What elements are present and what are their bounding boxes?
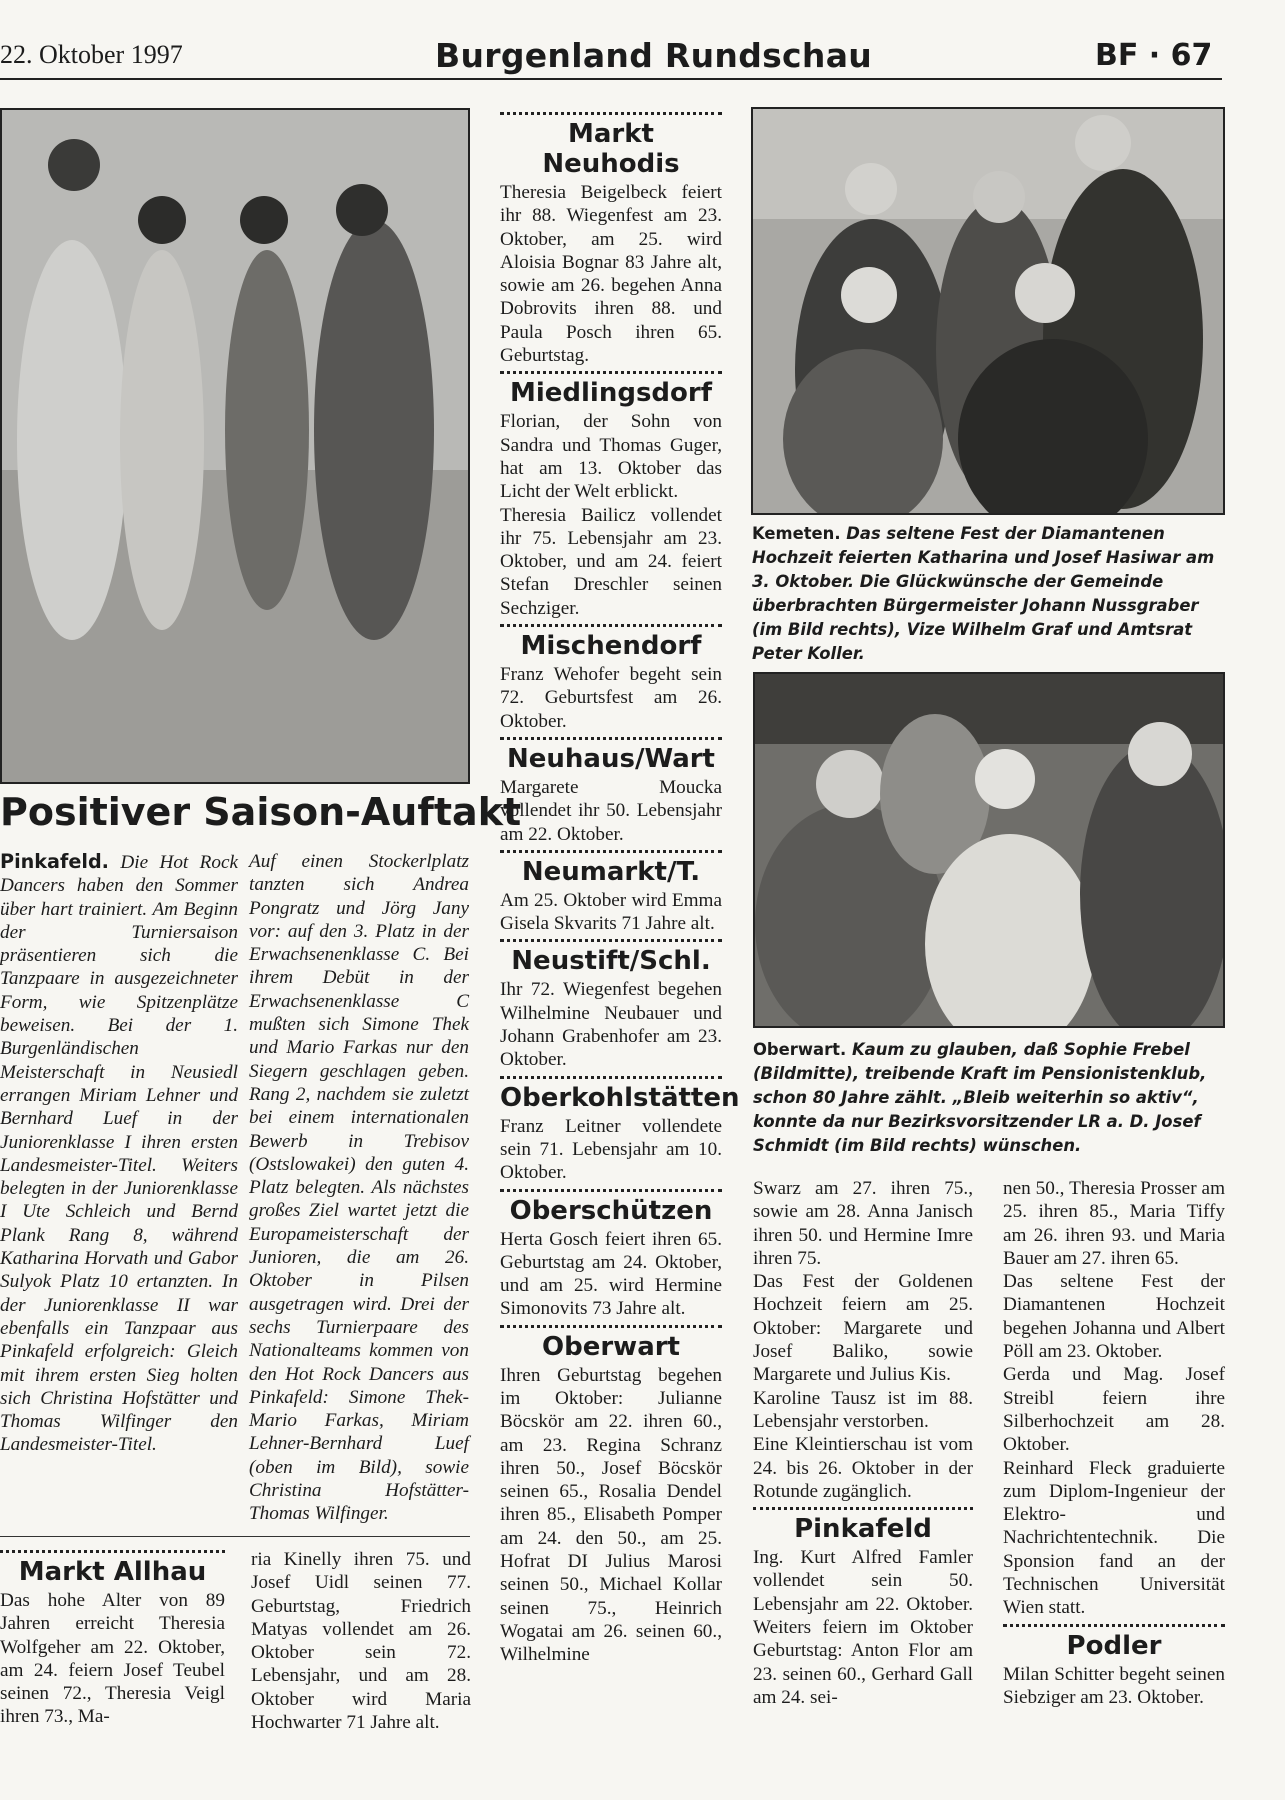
article-headline: Positiver Saison-Auftakt [0,790,522,834]
section-text: Theresia Beigelbeck feiert ihr 88. Wiegenfest am 23. Oktober, am 25. wird Aloisia Bognar 83 Jahre alt, sowie am 26. begehen Anna Dobrovits ihren 88. und Paula Posch ihren 65. Geburtstag. [500,182,722,367]
caption-place: Oberwart. [753,1040,847,1059]
newspaper-title: Burgenland Rundschau [435,36,873,75]
pinkafeld-text: Ing. Kurt Alfred Famler vollendet sein 50. Lebensjahr am 22. Oktober. Weiters feiern im Oktober Geburtstag: Anton Flor am 23. seinen 60., Gerhard Gall am 24. sei- [753,1547,973,1708]
oberwart-photo [753,672,1225,1028]
section-heading: Oberwart [542,1331,680,1362]
section-heading: Neumarkt/T. [521,856,701,887]
right-column-2 [1003,1177,1225,1709]
section-heading: Neuhaus/Wart [507,743,715,774]
section-separator [500,1325,722,1328]
col3-text: Das Fest der Goldenen Hochzeit feiern am 25. Oktober: Margarete und Josef Baliko, sowie Margarete und Julius Kis. [753,1271,973,1386]
kemeten-photo [751,107,1225,515]
col4-text: nen 50., Theresia Prosser am 25. ihren 85., Maria Tiffy am 26. ihren 93. und Maria Bauer am 27. ihren 65. [1003,1178,1225,1269]
middle-column [500,108,740,1667]
section-separator [1003,1624,1225,1627]
section-text: Margarete Moucka vollendet ihr 50. Lebensjahr am 22. Oktober. [500,776,722,845]
section-separator [500,737,722,740]
article-column-2 [249,850,469,1526]
section-heading: Miedlingsdorf [509,378,713,409]
dancers-photo [0,108,470,784]
caption-text: Kaum zu glauben, daß Sophie Frebel (Bildmitte), treibende Kraft im Pensionistenklub, schon 80 Jahre zählt. „Bleib weiterhin so aktiv“, konnte da nur Bezirksvorsitzender LR a. D. Josef Schmidt (im Bild rechts) wünschen. [753,1040,1207,1155]
section-text: Ihr 72. Wiegenfest begehen Wilhelmine Neubauer und Johann Grabenhofer am 23. Oktober. [500,979,722,1071]
col3-text: Eine Kleintierschau ist vom 24. bis 26. Oktober in der Rotunde zugänglich. [753,1434,973,1502]
section-separator [753,1507,973,1510]
section-text: Theresia Bailicz vollendet ihr 75. Lebensjahr am 23. Oktober, und am 24. feiert Stefan Dreschler seinen Sechziger. [500,504,722,619]
caption-text: Das seltene Fest der Diamantenen Hochzeit feierten Katharina und Josef Hasiwar am 3. Oktober. Die Glückwünsche der Gemeinde überbrachten Bürgermeister Johann Nussgraber (im Bild rechts), Vize Wilhelm Graf und Amtsrat Peter Koller. [752,524,1215,663]
section-separator [500,624,722,627]
section-heading: Mischendorf [520,631,702,662]
section-heading: Oberkohlstätten [500,1082,740,1113]
section-text: Herta Gosch feiert ihren 65. Geburtstag am 24. Oktober, und am 25. wird Hermine Simonovits 73 Jahre alt. [500,1228,722,1320]
right-column-1 [753,1177,973,1709]
article-divider [0,1536,470,1537]
col3-text: Karoline Tausz ist im 88. Lebensjahr verstorben. [753,1387,973,1432]
section-heading: Oberschützen [509,1195,713,1226]
allhau-column-2 [251,1548,471,1734]
podler-text: Milan Schitter begeht seinen Siebziger am 23. Oktober. [1003,1663,1225,1708]
allhau-text-2: ria Kinelly ihren 75. und Josef Uidl seinen 77. Geburtstag, Friedrich Matyas vollendet am 26. Oktober sein 72. Lebensjahr, und am 28. Oktober wird Maria Hochwarter 71 Jahre alt. [251,1549,471,1734]
col4-text: Das seltene Fest der Diamantenen Hochzeit begehen Johanna und Albert Pöll am 23. Oktober. [1003,1271,1225,1363]
section-heading: Markt Neuhodis [542,119,680,179]
section-text: Ihren Geburtstag begehen im Oktober: Julianne Böcskör am 22. ihren 60., am 23. Regina Schranz ihren 50., Josef Böcskör seinen 65., Rosalia Dendel ihren 85., Elisabeth Pomper am 24. den 50., am 25. Hofrat DI Julius Marosi seinen 50., Michael Kollar seinen 75., Heinrich Wogatai am 26. seinen 60., Wilhelmine [500,1364,722,1666]
issue-date: 22. Oktober 1997 [0,40,183,69]
section-heading-pinkafeld: Pinkafeld [794,1514,932,1545]
article-text-1: Die Hot Rock Dancers haben den Sommer über hart trainiert. Am Beginn der Turniersaison präsentieren sich die Tanzpaare in ausgezeichneter Form, wie Spitzenplätze beweisen. Bei der 1. Burgenländischen Meisterschaft in Neusiedl errangen Miriam Lehner und Bernhard Luef in der Juniorenklasse I ihren ersten Landesmeister-Titel. Weiters belegten in der Juniorenklasse I Ute Schleich und Bernd Plank Rang 8, während Katharina Horvath und Gabor Sulyok Platz 10 ertanzten. In der Juniorenklasse II war ebenfalls ein Tanzpaar aus Pinkafeld erfolgreich: Gleich mit ihrem ersten Sieg holten sich Christina Hofstätter und Thomas Wilfinger den Landesmeister-Titel. [0,852,238,1456]
section-separator [0,1550,225,1553]
allhau-text-1: Das hohe Alter von 89 Jahren erreicht Theresia Wolfgeher am 22. Oktober, am 24. feiern Josef Teubel seinen 72., Theresia Veigl ihren 73., Ma- [0,1590,225,1728]
col4-text: Reinhard Fleck graduierte zum Diplom-Ingenieur der Elektro- und Nachrichtentechnik. Die Sponsion fand an der Technischen Universität Wien statt. [1003,1457,1225,1619]
section-heading: Neustift/Schl. [511,946,711,977]
kemeten-caption [752,522,1222,666]
col4-text: Gerda und Mag. Josef Streibl feiern ihre Silberhochzeit am 28. Oktober. [1003,1364,1225,1456]
caption-place: Kemeten. [752,524,841,543]
section-separator [500,850,722,853]
section-text: Franz Wehofer begeht sein 72. Geburtsfest am 26. Oktober. [500,664,722,732]
section-text: Am 25. Oktober wird Emma Gisela Skvarits 71 Jahre alt. [500,889,722,935]
section-heading-podler: Podler [1066,1630,1162,1661]
section-separator [500,939,722,942]
section-separator [500,371,722,374]
allhau-column-1 [0,1546,225,1729]
page-number: BF · 67 [1095,38,1213,73]
section-separator [500,112,722,115]
section-text: Franz Leitner vollendete sein 71. Lebensjahr am 10. Oktober. [500,1115,722,1184]
article-column-1 [0,850,238,1457]
section-heading-allhau: Markt Allhau [18,1557,207,1587]
article-text-2: Auf einen Stockerlplatz tanzten sich Andrea Pongratz und Jörg Jany vor: auf den 3. Platz in der Erwachsenenklasse C. Bei ihrem Debüt in der Erwachsenenklasse C mußten sich Simone Thek und Mario Farkas nur den Siegern geschlagen geben. Rang 2, nachdem sie zuletzt bei einem internationalen Bewerb in Trebisov (Ostslowakei) den guten 4. Platz belegten. Als nächstes großes Ziel wartet jetzt die Europameisterschaft der Junioren, die am 26. Oktober in Pilsen ausgetragen wird. Drei der sechs Turnierpaare des Nationalteams kommen von den Hot Rock Dancers aus Pinkafeld: Simone Thek-Mario Farkas, Miriam Lehner-Bernhard Luef (oben im Bild), sowie Christina Hofstätter-Thomas Wilfinger. [249,851,469,1525]
article-dateline: Pinkafeld. [0,850,109,873]
col3-text: Swarz am 27. ihren 75., sowie am 28. Anna Janisch ihren 50. und Hermine Imre ihren 75. [753,1178,973,1269]
section-text: Florian, der Sohn von Sandra und Thomas Guger, hat am 13. Oktober das Licht der Welt erblickt. [500,411,722,503]
header-rule [0,78,1222,80]
oberwart-caption [753,1038,1223,1158]
section-separator [500,1076,722,1079]
section-separator [500,1189,722,1192]
